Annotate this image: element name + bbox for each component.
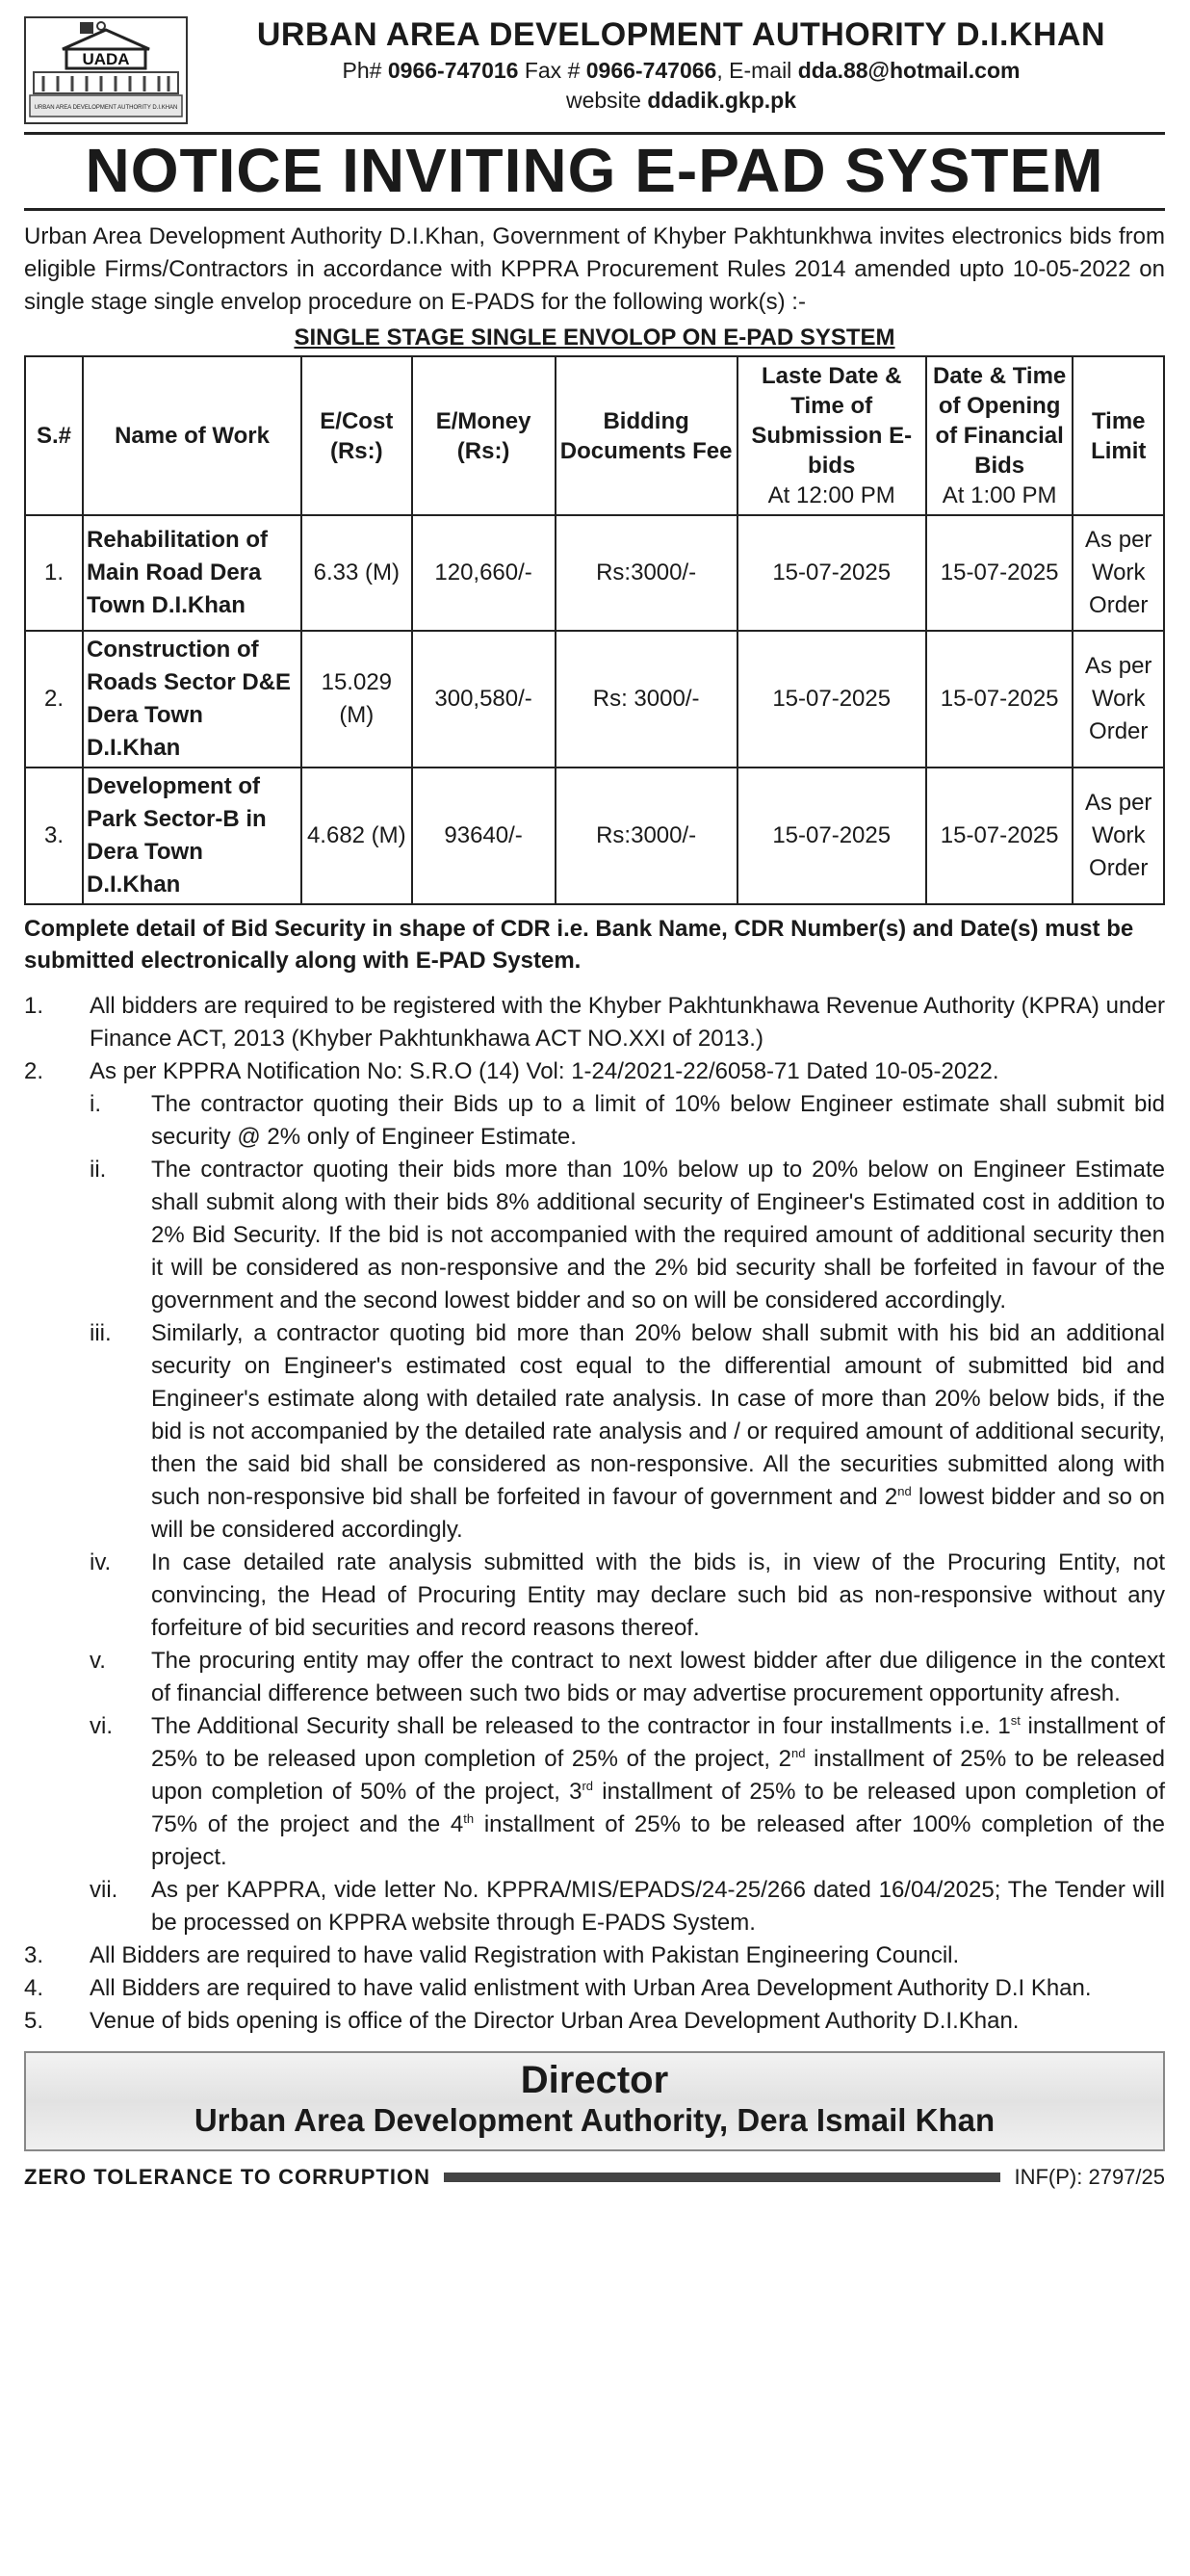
cell-money: 93640/- [412,768,556,904]
item-number: 2. [24,1058,44,1084]
cell-money: 300,580/- [412,631,556,768]
item-text: All Bidders are required to have valid enlistment with Urban Area Development Authority D.I Khan. [90,1975,1092,2001]
table-row [25,768,1164,904]
header-cost: E/Cost (Rs:) [301,356,411,515]
header-sno: S.# [25,356,83,515]
list-item [24,990,1165,1055]
signature-title: Director [520,2059,669,2101]
list-item [24,1939,1165,1972]
sub-item-number: i. [90,1091,101,1117]
cell-time-limit: As per Work Order [1073,768,1164,904]
header-submission-time: At 12:00 PM [767,482,895,508]
footer-bar [24,2165,1165,2190]
cell-fee: Rs:3000/- [556,768,737,904]
bid-security-note: Complete detail of Bid Security in shape of CDR i.e. Bank Name, CDR Number(s) and Date(s) must be submitted electronically along with E-PAD System. [24,916,1134,974]
sub-item-text-part: The Additional Security shall be released to the contractor in four installments i.e. 1 [151,1713,1011,1739]
list-item [24,2005,1165,2038]
sub-item-text: In case detailed rate analysis submitted with the bids is, in view of the Procuring Entity, not convincing, the Head of Procuring Entity may declare such bid as non-responsive without any forfeiture of bid securities and record reasons thereof. [151,1549,1165,1641]
sub-item-text-part: installment of 25% to be released after 100% completion of the project. [151,1811,1166,1870]
list-item [24,1055,1165,1088]
header-fee: Bidding Documents Fee [556,356,737,515]
ordinal-suffix: nd [791,1746,806,1760]
cell-cost: 6.33 (M) [301,515,411,631]
sub-item-text: The contractor quoting their bids more than 10% below up to 20% below on Engineer Estimate shall submit along with their bids 8% additional security of Engineer's Estimated cost in addition to 2% Bid Security. If the bid is not accompanied with the required amount of additional security then it will be considered as non-responsive and the 2% bid security shall be forfeited in favour of the government and the second lowest bidder and so on will be considered accordingly. [151,1157,1165,1314]
sub-item-number: vi. [90,1713,113,1739]
header-name: Name of Work [83,356,301,515]
item-number: 1. [24,993,44,1019]
header-submission-main: Laste Date & Time of Submission E-bids [751,363,913,479]
email-label: , E-mail [716,58,792,83]
contact-line [197,55,1165,86]
ordinal-suffix: st [1010,1713,1021,1728]
header-time-limit: Time Limit [1073,356,1164,515]
cell-fee: Rs: 3000/- [556,631,737,768]
sub-item-number: vii. [90,1877,118,1903]
phone-label: Ph# [342,58,382,83]
cell-name: Construction of Roads Sector D&E Dera Town D.I.Khan [83,631,301,768]
item-text: All Bidders are required to have valid Registration with Pakistan Engineering Council. [90,1942,960,1968]
table-header-row [25,356,1164,515]
item-text: Venue of bids opening is office of the Director Urban Area Development Authority D.I.Khan. [90,2008,1020,2034]
footer-reference: INF(P): 2797/25 [1014,2165,1165,2189]
sub-list-item [90,1710,1165,1874]
cell-submission: 15-07-2025 [737,515,926,631]
cell-time-limit: As per Work Order [1073,515,1164,631]
sub-item-number: v. [90,1648,106,1674]
website-line [197,86,1165,115]
sub-item-text-part: installment of 25% to be released upon completion of 25% of the project, 2 [151,1713,1165,1772]
notice-page [24,14,1165,2190]
item-text: As per KPPRA Notification No: S.R.O (14) Vol: 1-24/2021-22/6058-71 Dated 10-05-2022. [90,1058,999,1084]
header [24,14,1165,130]
cell-cost: 15.029 (M) [301,631,411,768]
uada-logo-icon [24,16,188,124]
cell-submission: 15-07-2025 [737,768,926,904]
cell-sno: 1. [25,515,83,631]
sub-item-text: The procuring entity may offer the contract to next lowest bidder after due diligence in the context of financial difference between such two bids or may advertise procurement opportunity afresh. [151,1648,1165,1706]
cell-name: Development of Park Sector-B in Dera Town D.I.Khan [83,768,301,904]
header-opening [926,356,1074,515]
sub-list-item [90,1874,1165,1939]
sub-list-item [90,1547,1165,1645]
website-label: website [565,88,641,113]
item-number: 5. [24,2008,44,2034]
cell-cost: 4.682 (M) [301,768,411,904]
cell-opening: 15-07-2025 [926,768,1074,904]
cell-sno: 3. [25,768,83,904]
item-number: 4. [24,1975,44,2001]
sub-item-text: The contractor quoting their Bids up to a limit of 10% below Engineer estimate shall submit bid security @ 2% only of Engineer Estimate. [151,1091,1165,1150]
sub-item-text [151,1710,1165,1874]
ordinal-suffix: rd [582,1779,594,1793]
table-heading: SINGLE STAGE SINGLE ENVOLOP ON E-PAD SYSTEM [294,325,895,351]
table-row [25,515,1164,631]
ordinal-suffix: nd [897,1484,912,1498]
sub-list-item [90,1317,1165,1547]
logo-text: UADA [82,50,130,68]
sub-item-number: iii. [90,1320,112,1346]
website-url: ddadik.gkp.pk [647,88,796,113]
org-name: URBAN AREA DEVELOPMENT AUTHORITY D.I.KHAN [256,16,1106,53]
sub-item-text-part: installment of 25% to be released upon completion of 50% of the project, 3 [151,1746,1166,1805]
cell-time-limit: As per Work Order [1073,631,1164,768]
fax-number: 0966-747066 [585,58,717,83]
sub-item-number: ii. [90,1157,107,1183]
email-address: dda.88@hotmail.com [797,58,1021,83]
signature-block [24,2051,1165,2151]
cell-submission: 15-07-2025 [737,631,926,768]
sub-item-text-part: Similarly, a contractor quoting bid more than 20% below shall submit with his bid an additional security on Engineer's estimated cost equal to the differential amount of submitted bid and Engineer's estimate along with detailed rate analysis. In case of more than 20% below bids, if the bid is not accompanied by the detailed rate analysis and / or required amount of additional security, then the said bid shall be considered as non-responsive. All the securities submitted along with such non-responsive bid shall be forfeited in favour of government and 2 [151,1320,1165,1510]
fax-label: Fax # [524,58,581,83]
sub-list-item [90,1645,1165,1710]
sub-item-text-part: installment of 25% to be released upon completion of 75% of the project and the 4 [151,1779,1165,1837]
cell-opening: 15-07-2025 [926,515,1074,631]
notice-title: NOTICE INVITING E-PAD SYSTEM [24,132,1165,211]
footer-slogan: ZERO TOLERANCE TO CORRUPTION [24,2165,430,2189]
intro-paragraph: Urban Area Development Authority D.I.Khan, Government of Khyber Pakhtunkhwa invites electronics bids from eligible Firms/Contractors in accordance with KPPRA Procurement Rules 2014 amended upto 10-05-2022 on single stage single envelop procedure on E-PADS for the following work(s) :- [24,223,1165,315]
logo-caption: URBAN AREA DEVELOPMENT AUTHORITY D.I.KHAN [34,105,178,111]
item-text: All bidders are required to be registered with the Khyber Pakhtunkhawa Revenue Authority (KPRA) under Finance ACT, 2013 (Khyber Pakhtunkhawa ACT NO.XXI of 2013.) [90,993,1165,1052]
header-money: E/Money (Rs:) [412,356,556,515]
table-row [25,631,1164,768]
footer-divider [444,2173,1001,2182]
signature-org: Urban Area Development Authority, Dera Ismail Khan [194,2102,996,2138]
item-number: 3. [24,1942,44,1968]
cell-sno: 2. [25,631,83,768]
sub-item-number: iv. [90,1549,112,1575]
phone-number: 0966-747016 [387,58,519,83]
cell-name: Rehabilitation of Main Road Dera Town D.I.Khan [83,515,301,631]
header-opening-time: At 1:00 PM [942,482,1057,508]
sub-item-text: As per KAPPRA, vide letter No. KPPRA/MIS/EPADS/24-25/266 dated 16/04/2025; The Tender will be processed on KPPRA website through E-PADS System. [151,1877,1165,1936]
header-submission [737,356,926,515]
sub-item-text-part: lowest bidder and so on will be considered accordingly. [151,1484,1166,1543]
header-opening-main: Date & Time of Opening of Financial Bids [933,363,1067,479]
conditions-list [24,990,1165,2038]
cell-money: 120,660/- [412,515,556,631]
header-text [197,14,1165,115]
sub-list-item [90,1154,1165,1317]
sub-item-text [151,1317,1165,1547]
sub-list-item [90,1088,1165,1154]
list-item [24,1972,1165,2005]
cell-opening: 15-07-2025 [926,631,1074,768]
works-table [24,355,1165,905]
cell-fee: Rs:3000/- [556,515,737,631]
ordinal-suffix: th [463,1811,475,1826]
